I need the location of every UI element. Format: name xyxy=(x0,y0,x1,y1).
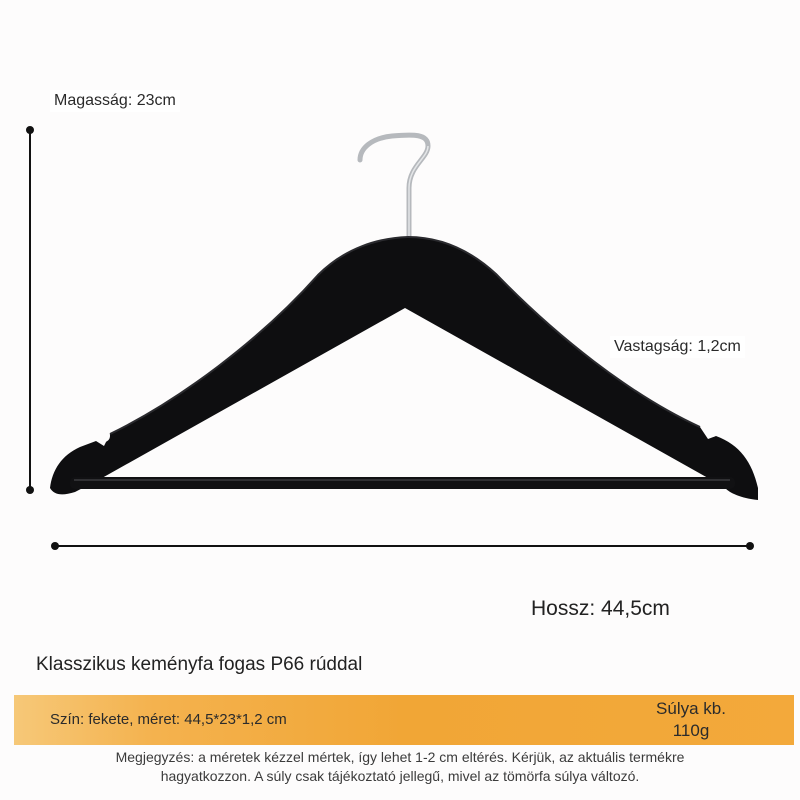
hanger-hook xyxy=(360,135,428,238)
measure-line-horizontal xyxy=(51,542,754,550)
weight-line-2: 110g xyxy=(672,721,710,740)
note-text xyxy=(20,748,780,786)
right-notch xyxy=(706,425,718,437)
weight-text xyxy=(606,698,776,742)
product-title: Klasszikus keményfa fogas P66 rúddal xyxy=(36,654,363,675)
spec-text: Szín: fekete, méret: 44,5*23*1,2 cm xyxy=(50,711,287,728)
weight-line-1: Súlya kb. xyxy=(656,699,726,718)
note-line-1: Megjegyzés: a méretek kézzel mértek, így lehet 1-2 cm eltérés. Kérjük, az aktuális termékre xyxy=(115,749,685,765)
height-label: Magasság: 23cm xyxy=(50,90,180,112)
left-notch xyxy=(98,430,110,442)
measure-line-vertical xyxy=(26,126,34,494)
hanger-illustration xyxy=(50,135,758,500)
note-line-2: hagyatkozzon. A súly csak tájékoztató jellegű, mivel az tömörfa súlya változó. xyxy=(160,768,640,784)
hanger-body xyxy=(50,237,758,500)
length-label: Hossz: 44,5cm xyxy=(531,597,670,620)
hanger-bar xyxy=(70,477,735,489)
thickness-label: Vastagság: 1,2cm xyxy=(610,336,745,358)
